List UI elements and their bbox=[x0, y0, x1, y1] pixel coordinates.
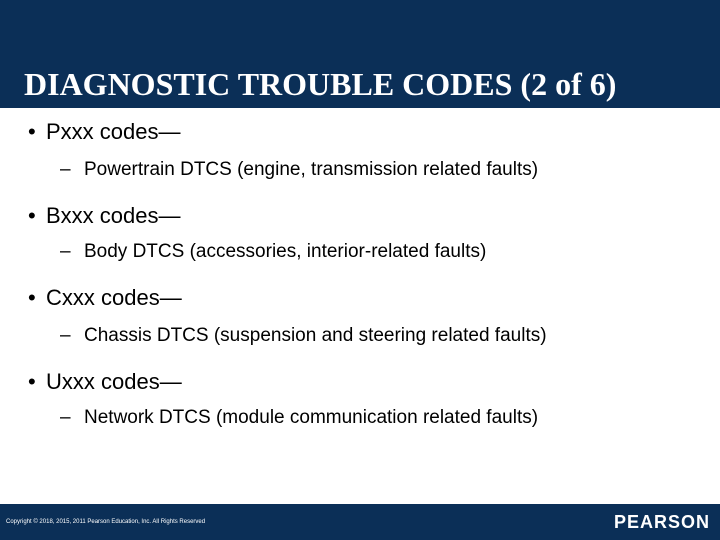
copyright-text: Copyright © 2018, 2015, 2011 Pearson Education, Inc. All Rights Reserved bbox=[6, 519, 206, 525]
bullet-label: Cxxx codes— bbox=[46, 285, 182, 310]
slide-title: DIAGNOSTIC TROUBLE CODES (2 of 6) bbox=[24, 66, 617, 102]
bullet-icon: • bbox=[28, 369, 36, 394]
bullet-item bbox=[28, 284, 182, 312]
bullet-label: Uxxx codes— bbox=[46, 369, 182, 394]
bullet-item bbox=[28, 118, 181, 146]
sub-bullet-item bbox=[60, 158, 538, 182]
bullet-item bbox=[28, 368, 182, 396]
sub-bullet-item bbox=[60, 406, 538, 430]
dash-icon: – bbox=[60, 407, 71, 428]
sub-bullet-item bbox=[60, 324, 547, 348]
slide-content bbox=[0, 108, 720, 504]
sub-bullet-text: Chassis DTCS (suspension and steering related faults) bbox=[84, 325, 547, 346]
pearson-logo: PEARSON bbox=[613, 512, 710, 532]
sub-bullet-text: Powertrain DTCS (engine, transmission related faults) bbox=[84, 159, 539, 180]
bullet-icon: • bbox=[28, 285, 36, 310]
footer-bar bbox=[0, 504, 720, 540]
sub-bullet-text: Network DTCS (module communication related faults) bbox=[84, 407, 539, 428]
title-bar bbox=[0, 0, 720, 108]
bullet-icon: • bbox=[28, 203, 36, 228]
sub-bullet-item bbox=[60, 240, 486, 264]
dash-icon: – bbox=[60, 241, 71, 262]
dash-icon: – bbox=[60, 159, 71, 180]
bullet-label: Pxxx codes— bbox=[46, 119, 181, 144]
bullet-item bbox=[28, 202, 181, 230]
bullet-label: Bxxx codes— bbox=[46, 203, 181, 228]
bullet-icon: • bbox=[28, 119, 36, 144]
sub-bullet-text: Body DTCS (accessories, interior-related faults) bbox=[84, 241, 487, 262]
dash-icon: – bbox=[60, 325, 71, 346]
